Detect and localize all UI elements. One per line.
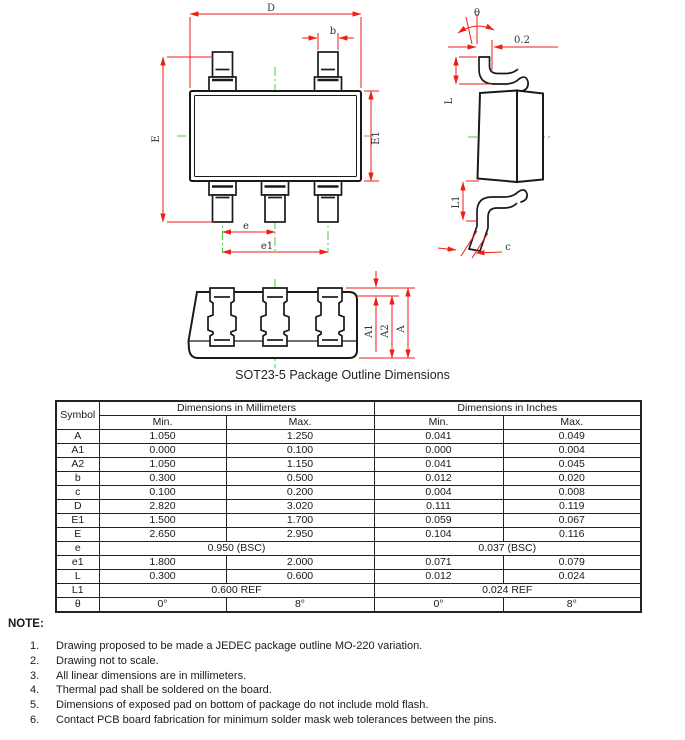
value-cell: 1.150 <box>226 458 374 472</box>
header-mm-min: Min. <box>99 416 226 430</box>
symbol-cell: e1 <box>56 556 99 570</box>
value-cell: 1.050 <box>99 458 226 472</box>
note-text: All linear dimensions are in millimeters. <box>56 669 247 682</box>
value-cell: 0.950 (BSC) <box>99 542 374 556</box>
value-cell: 0.004 <box>503 444 641 458</box>
value-cell: 0.000 <box>374 444 503 458</box>
value-cell: 0.600 REF <box>99 584 374 598</box>
value-cell: 0.004 <box>374 486 503 500</box>
dim-label-e: e <box>243 221 249 232</box>
notes-list <box>8 639 678 728</box>
package-body-side-view <box>478 91 518 183</box>
value-cell: 0.116 <box>503 528 641 542</box>
bottom-pins <box>209 181 342 222</box>
symbol-cell: b <box>56 472 99 486</box>
value-cell: 0.111 <box>374 500 503 514</box>
value-cell: 0.104 <box>374 528 503 542</box>
note-text: Drawing proposed to be made a JEDEC package outline MO-220 variation. <box>56 640 423 652</box>
value-cell: 0.100 <box>99 486 226 500</box>
value-cell: 0.012 <box>374 472 503 486</box>
dim-label-E1: E1 <box>371 131 382 145</box>
note-text: Thermal pad shall be soldered on the board. <box>56 684 272 697</box>
table-row <box>56 528 641 542</box>
value-cell: 8° <box>226 598 374 613</box>
table-row <box>56 458 641 472</box>
side-view <box>438 8 558 258</box>
note-number: 2. <box>30 654 40 667</box>
value-cell: 0.067 <box>503 514 641 528</box>
notes-heading: NOTE: <box>8 618 44 630</box>
top-lead <box>479 57 528 91</box>
dim-label-L1: L1 <box>451 195 462 209</box>
symbol-cell: e <box>56 542 99 556</box>
table-row <box>56 444 641 458</box>
value-cell: 0.200 <box>226 486 374 500</box>
symbol-cell: E <box>56 528 99 542</box>
note-item <box>30 654 678 669</box>
value-cell: 2.950 <box>226 528 374 542</box>
value-cell: 0.012 <box>374 570 503 584</box>
value-cell: 0.049 <box>503 430 641 444</box>
value-cell: 0.041 <box>374 458 503 472</box>
value-cell: 0.024 <box>503 570 641 584</box>
dim-label-b: b <box>329 26 337 37</box>
note-number: 4. <box>30 684 40 697</box>
header-inch: Dimensions in Inches <box>374 401 641 416</box>
value-cell: 1.050 <box>99 430 226 444</box>
symbol-cell: E1 <box>56 514 99 528</box>
table-row <box>56 514 641 528</box>
value-cell: 1.500 <box>99 514 226 528</box>
dim-label-A: A <box>396 325 407 333</box>
note-text: Drawing not to scale. <box>56 654 159 667</box>
note-item <box>30 683 678 698</box>
value-cell: 0° <box>374 598 503 613</box>
note-item <box>30 639 678 654</box>
value-cell: 0.037 (BSC) <box>374 542 641 556</box>
bottom-lead <box>469 190 527 251</box>
value-cell: 0.000 <box>99 444 226 458</box>
dim-label-theta: θ <box>473 8 481 19</box>
header-in-max: Max. <box>503 416 641 430</box>
note-item <box>30 713 678 728</box>
dim-label-c: c <box>505 242 511 253</box>
header-symbol: Symbol <box>56 401 99 430</box>
value-cell: 1.800 <box>99 556 226 570</box>
value-cell: 0.059 <box>374 514 503 528</box>
value-cell: 0.500 <box>226 472 374 486</box>
value-cell: 0° <box>99 598 226 613</box>
value-cell: 0.008 <box>503 486 641 500</box>
symbol-cell: L <box>56 570 99 584</box>
dim-label-A2: A2 <box>380 324 391 338</box>
table-row <box>56 598 641 613</box>
symbol-cell: L1 <box>56 584 99 598</box>
dimensions-table <box>55 400 642 613</box>
value-cell: 3.020 <box>226 500 374 514</box>
value-cell: 1.250 <box>226 430 374 444</box>
value-cell: 2.820 <box>99 500 226 514</box>
value-cell: 0.300 <box>99 472 226 486</box>
front-view <box>189 271 416 368</box>
table-row <box>56 556 641 570</box>
value-cell: 2.000 <box>226 556 374 570</box>
value-cell: 1.700 <box>226 514 374 528</box>
dim-label-A1: A1 <box>364 324 375 338</box>
note-number: 3. <box>30 669 40 682</box>
dim-label-E: E <box>151 135 162 143</box>
table-row <box>56 430 641 444</box>
note-item <box>30 698 678 713</box>
note-item <box>30 669 678 684</box>
header-mm-max: Max. <box>226 416 374 430</box>
note-text: Contact PCB board fabrication for minimum solder mask web tolerances between the pins. <box>56 713 497 726</box>
header-in-min: Min. <box>374 416 503 430</box>
dim-label-e1: e1 <box>260 241 274 252</box>
value-cell: 0.100 <box>226 444 374 458</box>
symbol-cell: D <box>56 500 99 514</box>
note-number: 6. <box>30 713 40 726</box>
symbol-cell: A2 <box>56 458 99 472</box>
symbol-cell: A <box>56 430 99 444</box>
value-cell: 0.600 <box>226 570 374 584</box>
value-cell: 8° <box>503 598 641 613</box>
table-row <box>56 570 641 584</box>
symbol-cell: θ <box>56 598 99 613</box>
note-number: 5. <box>30 699 40 712</box>
top-view <box>151 3 382 253</box>
value-cell: 0.119 <box>503 500 641 514</box>
value-cell: 2.650 <box>99 528 226 542</box>
front-leads <box>208 288 344 346</box>
symbol-cell: A1 <box>56 444 99 458</box>
value-cell: 0.024 REF <box>374 584 641 598</box>
value-cell: 0.045 <box>503 458 641 472</box>
notes-section <box>8 618 678 728</box>
dim-label-gap: 0.2 <box>514 35 530 46</box>
table-row <box>56 486 641 500</box>
table-row <box>56 584 641 598</box>
dim-label-L: L <box>444 97 455 105</box>
package-body-top-view <box>190 91 361 181</box>
value-cell: 0.041 <box>374 430 503 444</box>
table-row <box>56 500 641 514</box>
note-text: Dimensions of exposed pad on bottom of package do not include mold flash. <box>56 699 429 712</box>
table-row <box>56 472 641 486</box>
table-row <box>56 542 641 556</box>
header-mm: Dimensions in Millimeters <box>99 401 374 416</box>
value-cell: 0.071 <box>374 556 503 570</box>
value-cell: 0.020 <box>503 472 641 486</box>
symbol-cell: c <box>56 486 99 500</box>
dimensions-table-body <box>56 430 641 613</box>
drawing-title: SOT23-5 Package Outline Dimensions <box>235 368 450 382</box>
dim-label-D: D <box>266 3 276 14</box>
note-number: 1. <box>30 640 40 652</box>
value-cell: 0.079 <box>503 556 641 570</box>
value-cell: 0.300 <box>99 570 226 584</box>
